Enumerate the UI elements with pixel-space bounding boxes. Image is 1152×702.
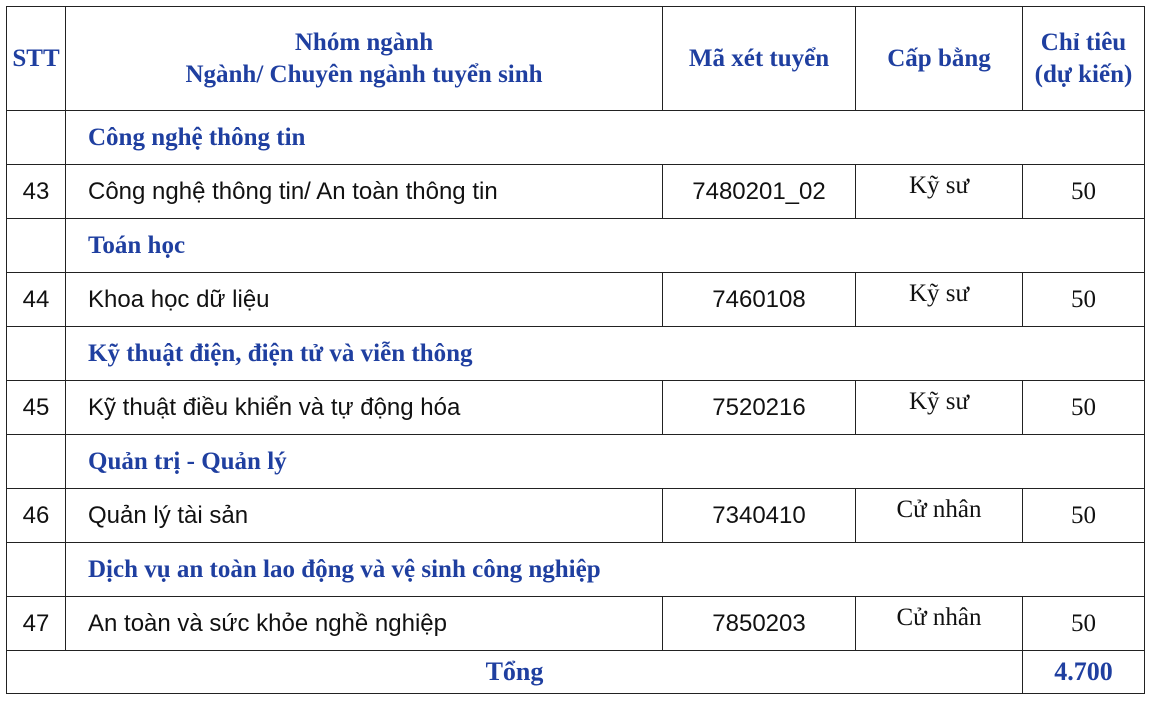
group-row: [7, 327, 1145, 381]
table-row: [7, 489, 1145, 543]
row-degree-text: Kỹ sư: [908, 387, 970, 415]
admissions-table: [6, 6, 1145, 694]
group-empty-cell: [7, 327, 66, 381]
row-degree: [856, 597, 1023, 651]
header-group-line1: Nhóm ngành: [294, 28, 434, 56]
group-title: Dịch vụ an toàn lao động và vệ sinh công nghiệp: [66, 543, 1145, 597]
total-value: 4.700: [1023, 651, 1145, 694]
header-degree: Cấp bằng: [856, 7, 1023, 111]
group-empty-cell: [7, 543, 66, 597]
row-code: 7850203: [663, 597, 856, 651]
table-row: [7, 273, 1145, 327]
group-empty-cell: [7, 219, 66, 273]
total-row: [7, 651, 1145, 694]
row-code: 7340410: [663, 489, 856, 543]
header-group-line2: Ngành/ Chuyên ngành tuyển sinh: [185, 60, 543, 88]
row-degree-text: Cử nhân: [896, 495, 982, 523]
group-title: Công nghệ thông tin: [66, 111, 1145, 165]
table-row: [7, 165, 1145, 219]
header-stt: STT: [7, 7, 66, 111]
header-row: [7, 7, 1145, 111]
row-quota: 50: [1023, 165, 1145, 219]
row-code: 7520216: [663, 381, 856, 435]
total-label: Tổng: [7, 651, 1023, 694]
row-degree-text: Kỹ sư: [908, 279, 970, 307]
header-group: [66, 7, 663, 111]
row-program-name: Kỹ thuật điều khiển và tự động hóa: [66, 381, 663, 435]
group-empty-cell: [7, 435, 66, 489]
row-stt: 43: [7, 165, 66, 219]
row-program-name: Quản lý tài sản: [66, 489, 663, 543]
row-quota: 50: [1023, 597, 1145, 651]
header-quota: [1023, 7, 1145, 111]
row-program-name: Công nghệ thông tin/ An toàn thông tin: [66, 165, 663, 219]
row-stt: 45: [7, 381, 66, 435]
row-stt: 47: [7, 597, 66, 651]
row-degree: [856, 381, 1023, 435]
table-row: [7, 597, 1145, 651]
header-quota-line2: (dự kiến): [1034, 60, 1133, 88]
row-quota: 50: [1023, 273, 1145, 327]
row-code: 7460108: [663, 273, 856, 327]
row-stt: 46: [7, 489, 66, 543]
row-quota: 50: [1023, 381, 1145, 435]
table-row: [7, 381, 1145, 435]
row-program-name: An toàn và sức khỏe nghề nghiệp: [66, 597, 663, 651]
group-title: Quản trị - Quản lý: [66, 435, 1145, 489]
group-row: [7, 219, 1145, 273]
group-title: Toán học: [66, 219, 1145, 273]
row-quota: 50: [1023, 489, 1145, 543]
row-degree: [856, 273, 1023, 327]
row-degree-text: Kỹ sư: [908, 171, 970, 199]
header-quota-line1: Chỉ tiêu: [1040, 28, 1127, 56]
row-degree: [856, 165, 1023, 219]
row-degree: [856, 489, 1023, 543]
row-code: 7480201_02: [663, 165, 856, 219]
header-code: Mã xét tuyển: [663, 7, 856, 111]
group-title: Kỹ thuật điện, điện tử và viễn thông: [66, 327, 1145, 381]
group-row: [7, 111, 1145, 165]
group-row: [7, 435, 1145, 489]
group-empty-cell: [7, 111, 66, 165]
group-row: [7, 543, 1145, 597]
row-degree-text: Cử nhân: [896, 603, 982, 631]
row-stt: 44: [7, 273, 66, 327]
row-program-name: Khoa học dữ liệu: [66, 273, 663, 327]
